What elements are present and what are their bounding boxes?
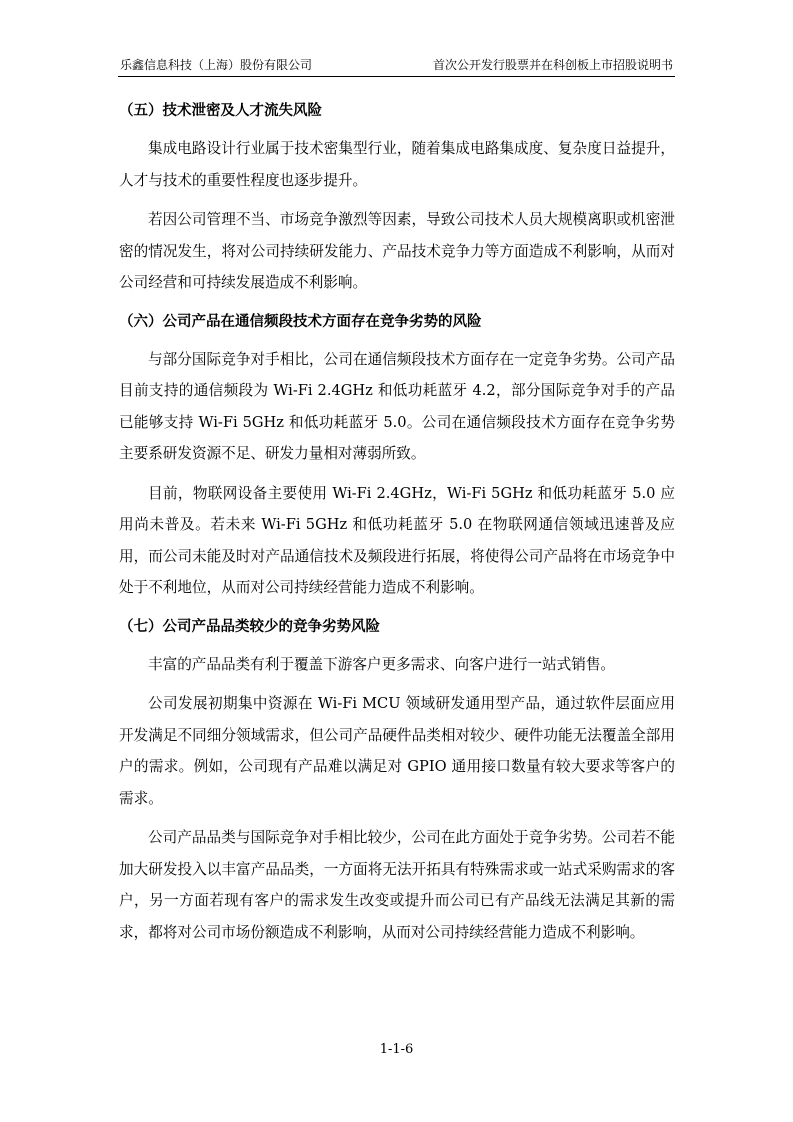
section-title: （七）公司产品品类较少的竞争劣势风险	[119, 618, 380, 635]
paragraph: 丰富的产品品类有利于覆盖下游客户更多需求、向客户进行一站式销售。	[148, 655, 616, 673]
paragraph: 公司发展初期集中资源在 Wi-Fi MCU 领域研发通用型产品，通过软件层面应用开发满足不同细分领域需求，但公司产品硬件品类相对较少、硬件功能无法覆盖全部用户的需求。例如，公司现有产品难以满足对 GPIO 通用接口数量有较大要求等客户的需求。	[119, 695, 675, 807]
section-6	[119, 307, 675, 604]
header-document-title: 首次公开发行股票并在科创板上市招股说明书	[432, 58, 673, 72]
section-title: （五）技术泄密及人才流失风险	[119, 103, 322, 119]
paragraph: 若因公司管理不当、市场竞争激烈等因素，导致公司技术人员大规模离职或机密泄密的情况发生，将对公司持续研发能力、产品技术竞争力等方面造成不利影响，从而对公司经营和可持续发展造成不利影响。	[119, 211, 675, 291]
section-5	[119, 96, 675, 299]
document-body	[119, 96, 675, 956]
header-company: 乐鑫信息科技（上海）股份有限公司	[120, 58, 313, 72]
paragraph: 公司产品品类与国际竞争对手相比较少，公司在此方面处于竞争劣势。公司若不能加大研发投入以丰富产品品类，一方面将无法开拓具有特殊需求或一站式采购需求的客户，另一方面若现有客户的需求发生改变或提升而公司已有产品线无法满足其新的需求，都将对公司市场份额造成不利影响，从而对公司持续经营能力造成不利影响。	[119, 829, 675, 941]
page-number: 1-1-6	[379, 1042, 414, 1057]
page-header	[118, 56, 675, 77]
paragraph: 与部分国际竞争对手相比，公司在通信频段技术方面存在一定竞争劣势。公司产品目前支持的通信频段为 Wi-Fi 2.4GHz 和低功耗蓝牙 4.2，部分国际竞争对手的产品已能够支持 Wi-Fi 5GHz 和低功耗蓝牙 5.0。公司在通信频段技术方面存在竞争劣势主要系研发资源不足、研发力量相对薄弱所致。	[119, 350, 675, 462]
section-7	[119, 612, 675, 949]
paragraph: 集成电路设计行业属于技术密集型行业，随着集成电路集成度、复杂度日益提升，人才与技术的重要性程度也逐步提升。	[119, 140, 675, 189]
paragraph: 目前，物联网设备主要使用 Wi-Fi 2.4GHz，Wi-Fi 5GHz 和低功耗蓝牙 5.0 应用尚未普及。若未来 Wi-Fi 5GHz 和低功耗蓝牙 5.0 在物联网通信领域迅速普及应用，而公司未能及时对产品通信技术及频段进行拓展，将使得公司产品将在市场竞争中处于不利地位，从而对公司持续经营能力造成不利影响。	[119, 484, 675, 596]
section-title: （六）公司产品在通信频段技术方面存在竞争劣势的风险	[119, 313, 482, 330]
